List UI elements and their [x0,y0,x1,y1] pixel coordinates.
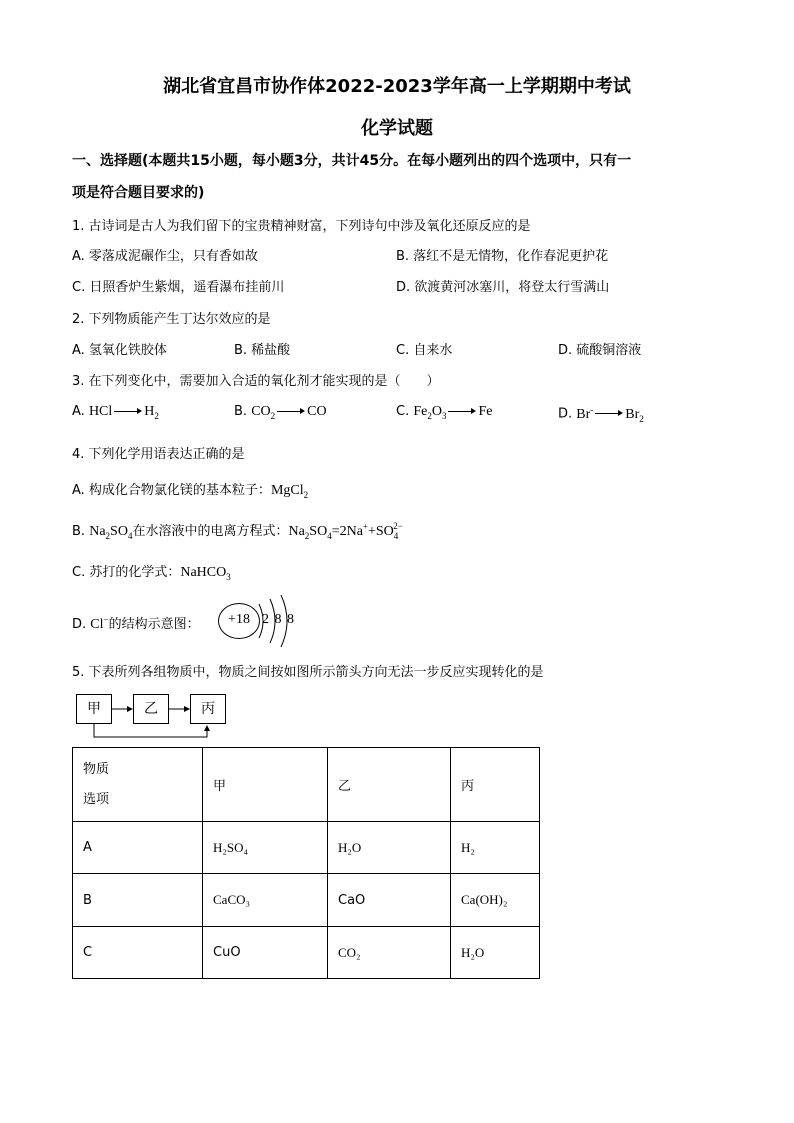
question-4-option-b [72,520,403,541]
question-4-option-c [72,561,231,582]
cell-yi: CO₂ [328,927,451,979]
option-label: C. [396,404,410,419]
option-label: D. [558,406,573,422]
question-2-stem: 2. 下列物质能产生丁达尔效应的是 [72,312,271,327]
question-1-option-d: D. 欲渡黄河冰塞川，将登太行雪满山 [396,280,610,295]
question-2-option-a: A. 氢氧化铁胶体 [72,343,167,358]
substance-table [72,747,540,979]
question-3-option-b [234,404,327,421]
formula: $Na_2SO_4$ [89,524,133,541]
question-5-stem: 5. 下表所列各组物质中，物质之间按如图所示箭头方向无法一步反应实现转化的是 [72,665,544,680]
table-row [73,927,540,979]
row-option: C [73,927,203,979]
question-2-option-b: B. 稀盐酸 [234,343,291,358]
column-header-yi: 乙 [328,748,451,822]
row-option: B [73,874,203,927]
table-header-row [73,748,540,822]
reaction-arrow-icon [595,409,623,419]
question-3-option-c [396,404,492,421]
question-3-option-d [558,404,644,423]
cell-jia: CuO [203,927,328,979]
option-label: A. [72,404,85,419]
option-text: 在水溶液中的电离方程式： [132,524,289,539]
option-text: A. 构成化合物氯化镁的基本粒子： [72,483,271,498]
column-header-bing: 丙 [451,748,540,822]
page-title: 湖北省宜昌市协作体2022-2023学年高一上学期期中考试 [163,76,631,97]
reaction-arrow-icon [114,407,142,417]
header-line: 选项 [83,791,110,807]
formula: MgCl$_2$ [270,483,309,500]
table-row [73,822,540,874]
option-label: D. [72,617,87,632]
option-text: 的结构示意图： [108,617,200,632]
table-row [73,874,540,927]
cell-yi: H₂O [328,822,451,874]
cell-jia: H₂SO₄ [203,822,328,874]
section-heading: 一、选择题(本题共15小题，每小题3分，共计45分。在每小题列出的四个选项中，只有一 [72,153,632,169]
option-text: C. 苏打的化学式： [72,565,181,580]
cell-yi: CaO [328,874,451,927]
question-1-option-b: B. 落红不是无情物，化作春泥更护花 [396,249,609,264]
diagram-arrows-icon [76,694,236,742]
formula: HCl $H_2$ [88,404,159,421]
header-line: 物质 [83,761,110,777]
equation: $Na_2SO_4=2Na^++SO_4^{2-}$ [288,521,403,541]
question-4-option-d [72,613,200,633]
diagram-box-yi: 乙 [133,694,169,724]
page-subtitle: 化学试题 [361,118,433,139]
question-3-option-a [72,404,159,421]
cell-bing: H₂ [451,822,540,874]
cell-bing: Ca(OH)₂ [451,874,540,927]
diagram-box-jia: 甲 [76,694,112,724]
cell-jia: CaCO₃ [203,874,328,927]
table-header-corner [73,748,203,822]
ion-formula: Cl− [90,614,109,632]
option-label: B. [234,404,248,419]
row-option: A [73,822,203,874]
question-2-option-c: C. 自来水 [396,343,453,358]
formula: Br- $Br_2$ [576,404,644,424]
question-1-stem: 1. 古诗词是古人为我们留下的宝贵精神财富，下列诗句中涉及氧化还原反应的是 [72,219,531,234]
question-3-stem: 3. 在下列变化中，需要加入合适的氧化剂才能实现的是（ ） [72,374,440,389]
option-label: B. [72,524,86,539]
column-header-jia: 甲 [203,748,328,822]
nucleus-charge: +18 [228,612,250,627]
reaction-arrow-icon [277,407,305,417]
electron-counts: 2 8 8 [262,612,295,627]
question-4-option-a [72,479,308,500]
question-4-stem: 4. 下列化学用语表达正确的是 [72,447,245,462]
section-heading-cont: 项是符合题目要求的) [72,185,205,201]
question-1-option-a: A. 零落成泥碾作尘，只有香如故 [72,249,258,264]
formula: NaHCO$_3$ [180,565,231,582]
formula: $CO_2$ CO [251,404,327,421]
reaction-arrow-icon [448,407,476,417]
formula: $Fe_2O_3$ Fe [413,404,493,421]
question-1-option-c: C. 日照香炉生紫烟，遥看瀑布挂前川 [72,280,285,295]
diagram-box-bing: 丙 [190,694,226,724]
cell-bing: H₂O [451,927,540,979]
question-2-option-d: D. 硫酸铜溶液 [558,343,642,358]
